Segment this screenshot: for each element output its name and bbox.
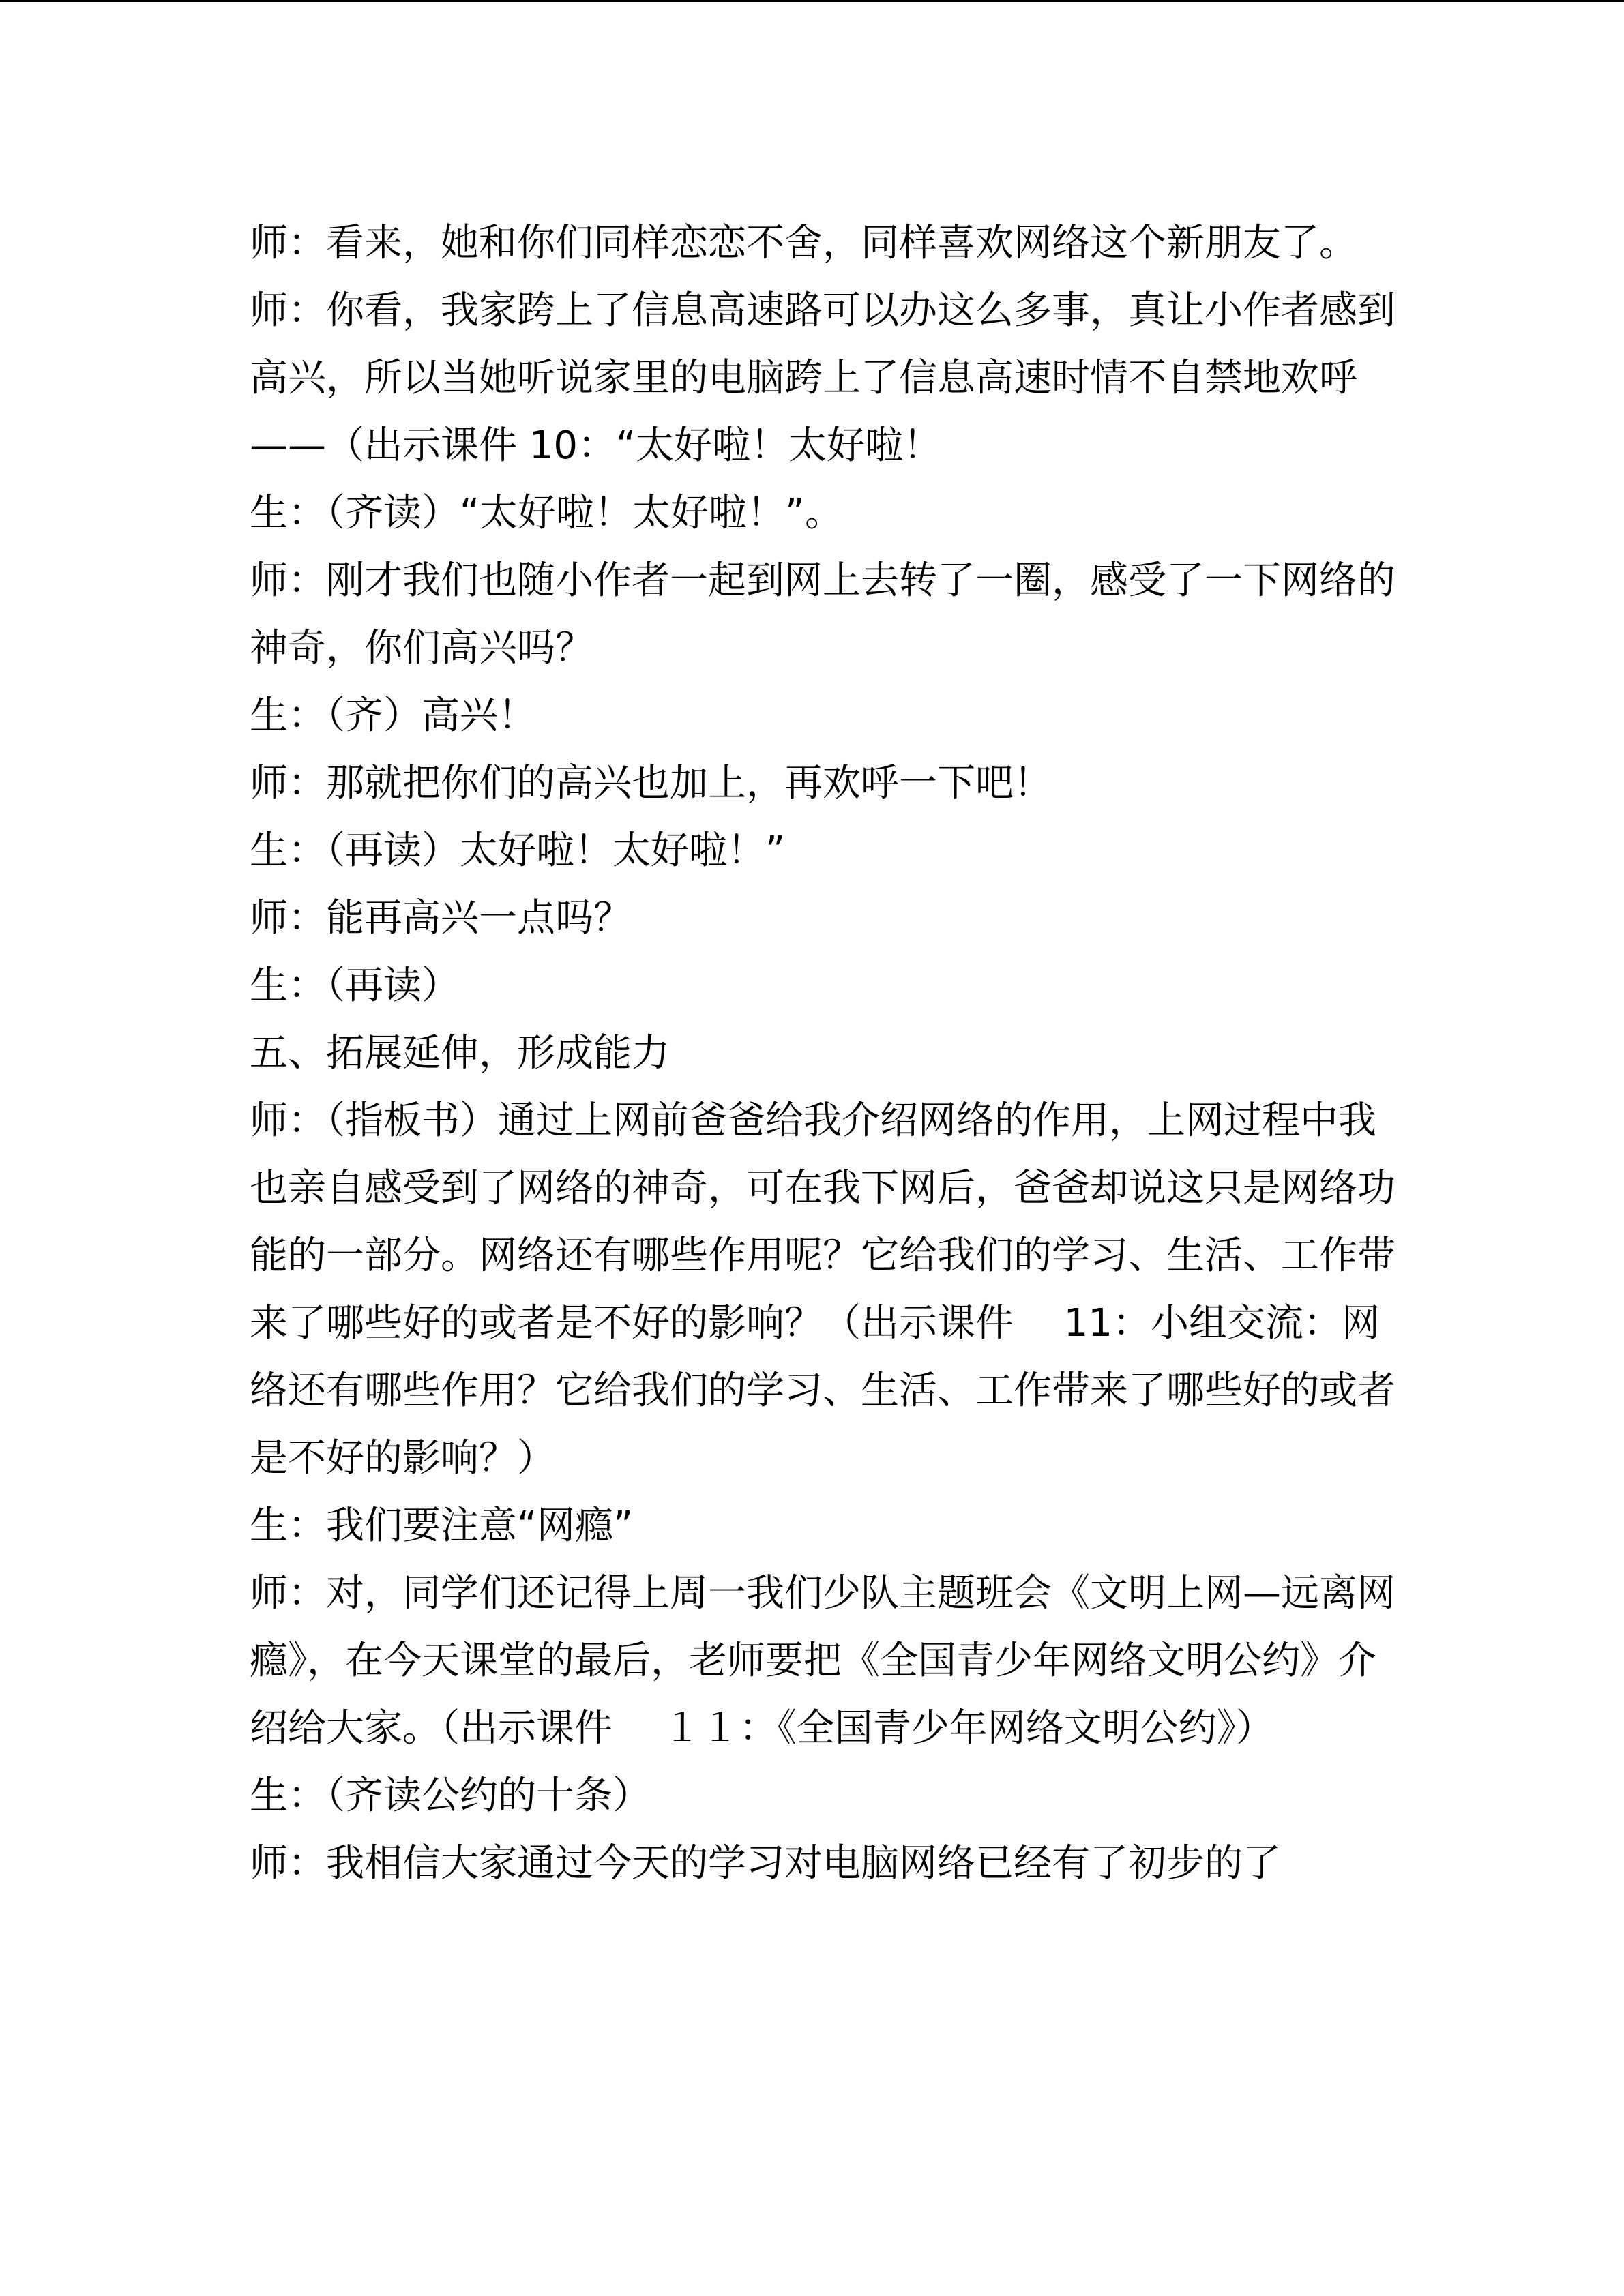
paragraph: 生：（再读） bbox=[250, 964, 460, 1008]
paragraph: 师：（指板书）通过上网前爸爸给我介绍网络的作用，上网过程中我也亲自感受到了网络的神奇，可在我下网后，爸爸却说这只是网络功能的一部分。网络还有哪些作用呢？它给我们的学习、生活、工作带来了哪些好的或者是不好的影响？（出示课件 11：小组交流：网络还有哪些作用？它给我们的学习、生活、工作带来了哪些好的或者是不好的影响？） bbox=[250, 1099, 1396, 1480]
paragraph: 师：刚才我们也随小作者一起到网上去转了一圈，感受了一下网络的神奇，你们高兴吗？ bbox=[250, 558, 1396, 670]
paragraph: 师：能再高兴一点吗？ bbox=[250, 896, 632, 940]
paragraph: 师：我相信大家通过今天的学习对电脑网络已经有了初步的了 bbox=[250, 1841, 1281, 1885]
paragraph: 生：（齐读公约的十条） bbox=[250, 1774, 651, 1818]
section-heading: 五、拓展延伸，形成能力 bbox=[250, 1031, 670, 1075]
paragraph: 师：对，同学们还记得上周一我们少队主题班会《文明上网—远离网瘾》，在今天课堂的最后，老师要把《全国青少年网络文明公约》介绍给大家。（出示课件 １１：《全国青少年网络文明公约》） bbox=[250, 1571, 1396, 1750]
paragraph: 师：那就把你们的高兴也加上，再欢呼一下吧！ bbox=[250, 761, 1052, 805]
paragraph: 师：看来，她和你们同样恋恋不舍，同样喜欢网络这个新朋友了。 bbox=[250, 221, 1357, 265]
paragraph: 生：（再读）太好啦！太好啦！” bbox=[250, 829, 786, 873]
paragraph: 生：（齐读）“太好啦！太好啦！”。 bbox=[250, 491, 844, 535]
paragraph: 生：（齐）高兴！ bbox=[250, 694, 536, 738]
paragraph: 生：我们要注意“网瘾” bbox=[250, 1504, 634, 1548]
document-body bbox=[250, 209, 1396, 1897]
paragraph: 师：你看，我家跨上了信息高速路可以办这么多事，真让小作者感到高兴，所以当她听说家里的电脑跨上了信息高速时情不自禁地欢呼——（出示课件 10：“太好啦！太好啦！ bbox=[250, 288, 1396, 468]
